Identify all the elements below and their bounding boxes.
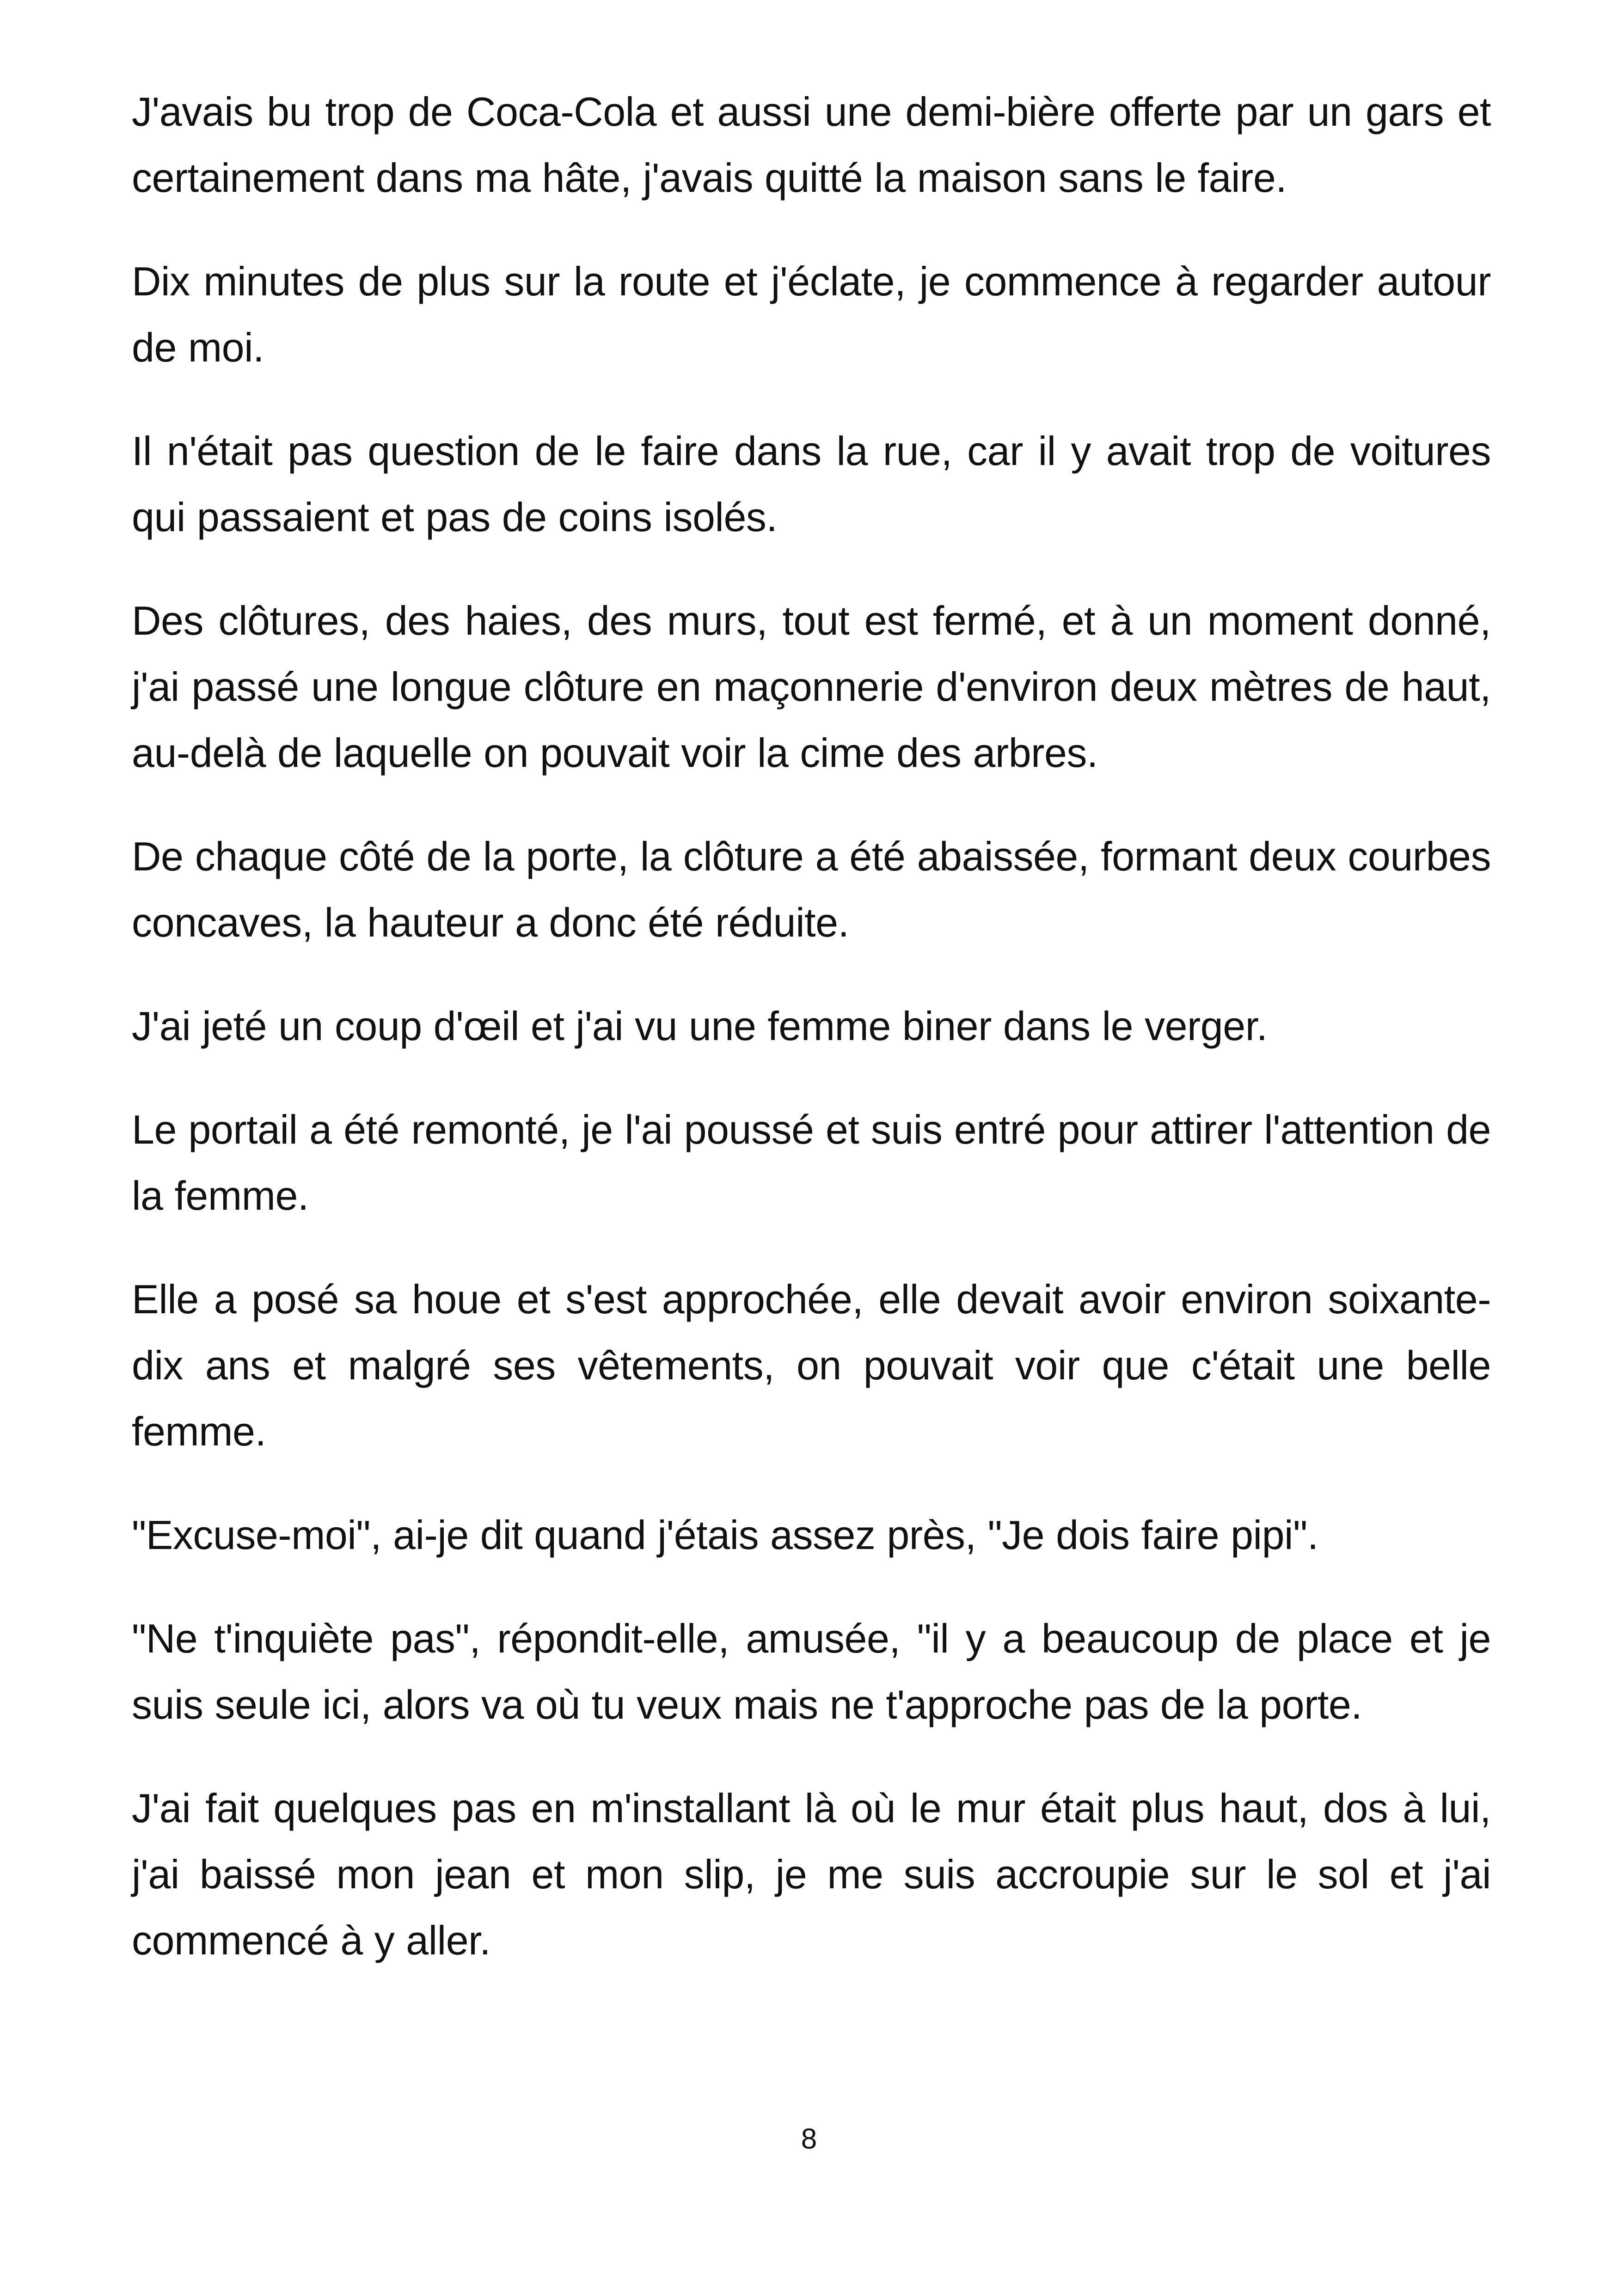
paragraph: Le portail a été remonté, je l'ai poussé et suis entré pour attirer l'attention de la femme. <box>132 1107 1491 1218</box>
paragraph: J'ai fait quelques pas en m'installant là où le mur était plus haut, dos à lui, j'ai baissé mon jean et mon slip, je me suis accroupie sur le sol et j'ai commencé à y aller. <box>132 1785 1491 1963</box>
paragraph: J'avais bu trop de Coca-Cola et aussi une demi-bière offerte par un gars et certainement dans ma hâte, j'avais quitté la maison sans le faire. <box>132 89 1491 201</box>
paragraph: J'ai jeté un coup d'œil et j'ai vu une femme biner dans le verger. <box>132 1003 1268 1049</box>
paragraph: Des clôtures, des haies, des murs, tout est fermé, et à un moment donné, j'ai passé une longue clôture en maçonnerie d'environ deux mètres de haut, au-delà de laquelle on pouvait voir la cime des arbres. <box>132 598 1491 776</box>
paragraph: Il n'était pas question de le faire dans la rue, car il y avait trop de voitures qui passaient et pas de coins isolés. <box>132 428 1491 540</box>
paragraph: Dix minutes de plus sur la route et j'éclate, je commence à regarder autour de moi. <box>132 258 1491 370</box>
paragraph: Elle a posé sa houe et s'est approchée, elle devait avoir environ soixante-dix ans et malgré ses vêtements, on pouvait voir que c'était une belle femme. <box>132 1276 1491 1454</box>
paragraph: De chaque côté de la porte, la clôture a été abaissée, formant deux courbes concaves, la hauteur a donc été réduite. <box>132 833 1491 945</box>
page-number: 8 <box>801 2123 817 2155</box>
paragraph: "Ne t'inquiète pas", répondit-elle, amusée, "il y a beaucoup de place et je suis seule ici, alors va où tu veux mais ne t'approche pas de la porte. <box>132 1616 1491 1727</box>
body-text <box>132 79 1491 2011</box>
paragraph: "Excuse-moi", ai-je dit quand j'étais assez près, "Je dois faire pipi". <box>132 1512 1318 1558</box>
